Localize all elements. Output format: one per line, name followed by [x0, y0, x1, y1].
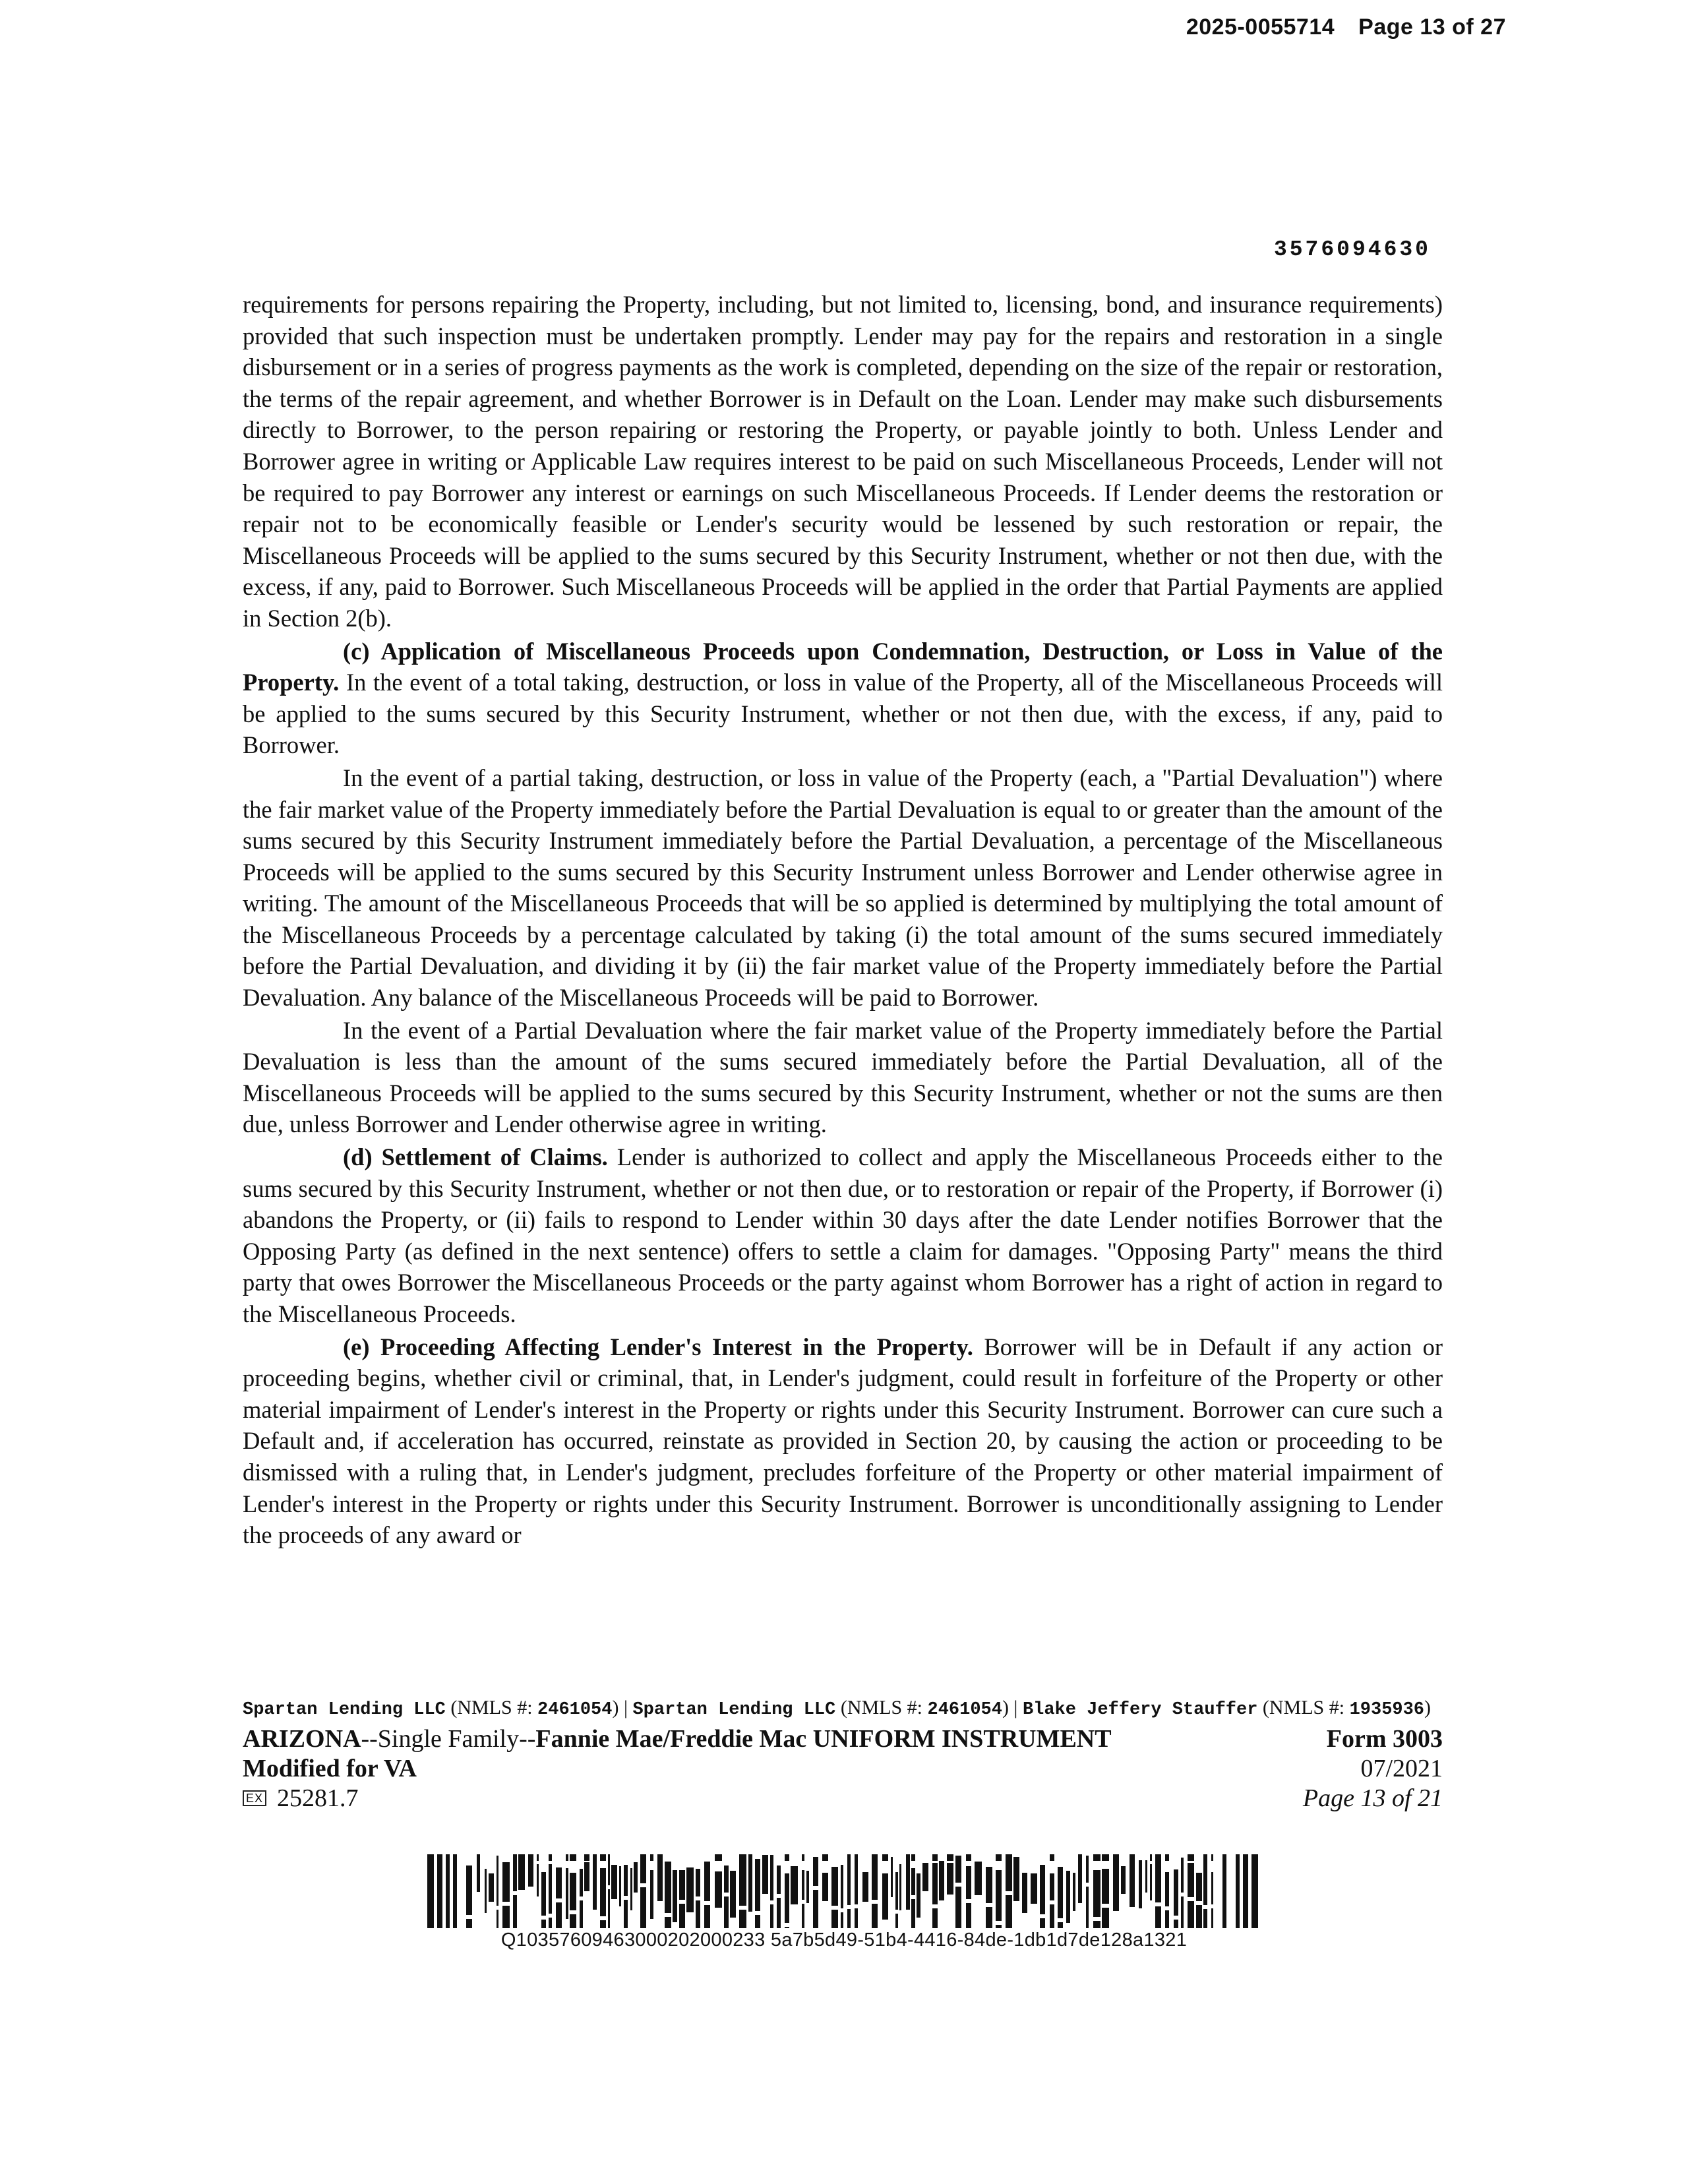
- instrument-name: Fannie Mae/Freddie Mac UNIFORM INSTRUMENT: [535, 1725, 1112, 1753]
- nmls-label: (NMLS #:: [445, 1697, 538, 1718]
- ex-number: 25281.7: [277, 1784, 359, 1812]
- lender2-nmls: 2461054: [927, 1700, 1002, 1720]
- lender1-nmls: 2461054: [537, 1700, 613, 1720]
- paragraph-e: [243, 1331, 1443, 1551]
- nmls-label: (NMLS #:: [835, 1697, 928, 1718]
- recording-header: [1186, 15, 1506, 40]
- paragraph-restoration-continued: requirements for persons repairing the Property, including, but not limited to, licensing, bond, and insurance requirements) provided that such inspection must be undertaken promptly. Lender may pay for the repairs and restoration in a single disbursement or in a series of progress payments as the work is completed, depending on the size of the repair or restoration, the terms of the repair agreement, and whether Borrower is in Default on the Loan. Lender may make such disbursements directly to Borrower, to the person repairing or restoring the Property, or payable jointly to both. Unless Lender and Borrower agree in writing or Applicable Law requires interest to be paid on such Miscellaneous Proceeds, Lender will not be required to pay Borrower any interest or earnings on such Miscellaneous Proceeds. If Lender deems the restoration or repair not to be economically feasible or Lender's security would be lessened by such restoration or repair, the Miscellaneous Proceeds will be applied to the sums secured by this Security Instrument, whether or not then due, with the excess, if any, paid to Borrower. Such Miscellaneous Proceeds will be applied in the order that Partial Payments are applied in Section 2(b).: [243, 291, 1443, 632]
- section-d-heading: (d) Settlement of Claims.: [343, 1143, 608, 1171]
- section-e-heading: (e) Proceeding Affecting Lender's Interest in the Property.: [343, 1333, 973, 1360]
- modified-label: Modified for VA: [243, 1755, 417, 1782]
- officer-name: Blake Jeffery Stauffer: [1022, 1700, 1258, 1720]
- paragraph-partial-devaluation: In the event of a partial taking, destruction, or loss in value of the Property (each, a "Partial Devaluation") where the fair market value of the Property immediately before the Partial Devaluation is equal to or greater than the amount of the sums secured by this Security Instrument immediately before the Partial Devaluation, a percentage of the Miscellaneous Proceeds will be applied to the sums secured by this Security Instrument unless Borrower and Lender otherwise agree in writing. The amount of the Miscellaneous Proceeds that will be so applied is determined by multiplying the total amount of the Miscellaneous Proceeds by a percentage calculated by taking (i) the total amount of the sums secured immediately before the Partial Devaluation, and dividing it by (ii) the fair market value of the Property immediately before the Partial Devaluation. Any balance of the Miscellaneous Proceeds will be paid to Borrower.: [243, 764, 1443, 1012]
- separator: ) |: [1002, 1697, 1023, 1718]
- separator: ): [1424, 1697, 1432, 1718]
- lender-nmls-line: [243, 1696, 1443, 1722]
- form-number: Form 3003: [1326, 1725, 1443, 1753]
- officer-nmls: 1935936: [1349, 1700, 1425, 1720]
- section-d-text: Lender is authorized to collect and apply the Miscellaneous Proceeds either to the sums secured by this Security Instrument, whether or not then due, or to restoration or repair of the Property, if Borrower (i) abandons the Property, or (ii) fails to respond to Lender within 30 days after the date Lender notifies Borrower that the Opposing Party (as defined in the next sentence) offers to settle a claim for damages. "Opposing Party" means the third party that owes Borrower the Miscellaneous Proceeds or the party against whom Borrower has a right of action in regard to the Miscellaneous Proceeds.: [243, 1143, 1443, 1327]
- nmls-label: (NMLS #:: [1257, 1697, 1350, 1718]
- section-c-heading: (c) Application of Miscellaneous Proceeds upon Condemnation, Destruction, or Loss in Value of the Property.: [243, 637, 1443, 696]
- form-family: --Single Family--: [361, 1725, 536, 1753]
- section-e-text: Borrower will be in Default if any action or proceeding begins, whether civil or criminal, that, in Lender's judgment, could result in forfeiture of the Property or other material impairment of Lender's interest in the Property or rights under this Security Instrument. Borrower can cure such a Default and, if acceleration has occurred, reinstate as provided in Section 20, by causing the action or proceeding to be dismissed with a ruling that, in Lender's judgment, precludes forfeiture of the Property or other material impairment of Lender's interest in the Property or rights under this Security Instrument. Borrower is unconditionally assigning to Lender the proceeds of any award or: [243, 1333, 1443, 1549]
- paragraph-partial-devaluation-less: In the event of a Partial Devaluation where the fair market value of the Property immediately before the Partial Devaluation is less than the amount of the sums secured immediately before the Partial Devaluation, all of the Miscellaneous Proceeds will be applied to the sums secured by this Security Instrument, whether or not the sums are then due, unless Borrower and Lender otherwise agree in writing.: [243, 1016, 1443, 1138]
- section-c-text: In the event of a total taking, destruction, or loss in value of the Property, all of the Miscellaneous Proceeds will be applied to the sums secured by this Security Instrument, whether or not then due, with the excess, if any, paid to Borrower.: [243, 669, 1443, 759]
- ex-document-icon: EX: [243, 1790, 266, 1806]
- form-page: Page 13 of 21: [1302, 1784, 1443, 1812]
- separator: ) |: [612, 1697, 633, 1718]
- barcode-text: Q10357609463000202000233 5a7b5d49-51b4-4416-84de-1db1d7de128a1321: [500, 1929, 1188, 1951]
- form-title: [243, 1724, 1112, 1813]
- form-date: 07/2021: [1360, 1755, 1443, 1782]
- lender2-name: Spartan Lending LLC: [632, 1700, 836, 1720]
- document-body: [243, 289, 1443, 1552]
- lender1-name: Spartan Lending LLC: [243, 1700, 446, 1720]
- barcode-block: [427, 1854, 1261, 1951]
- form-reference: [1303, 1724, 1443, 1813]
- recording-page-label: Page 13 of 27: [1358, 15, 1506, 40]
- page-footer: [243, 1696, 1443, 1813]
- form-info-row: [243, 1724, 1443, 1813]
- state-name: ARIZONA: [243, 1725, 361, 1753]
- paragraph-d: [243, 1141, 1443, 1330]
- barcode-icon: [427, 1854, 1261, 1928]
- recording-number: 2025-0055714: [1186, 15, 1335, 40]
- loan-number: 3576094630: [1273, 237, 1431, 262]
- paragraph-c: [243, 636, 1443, 761]
